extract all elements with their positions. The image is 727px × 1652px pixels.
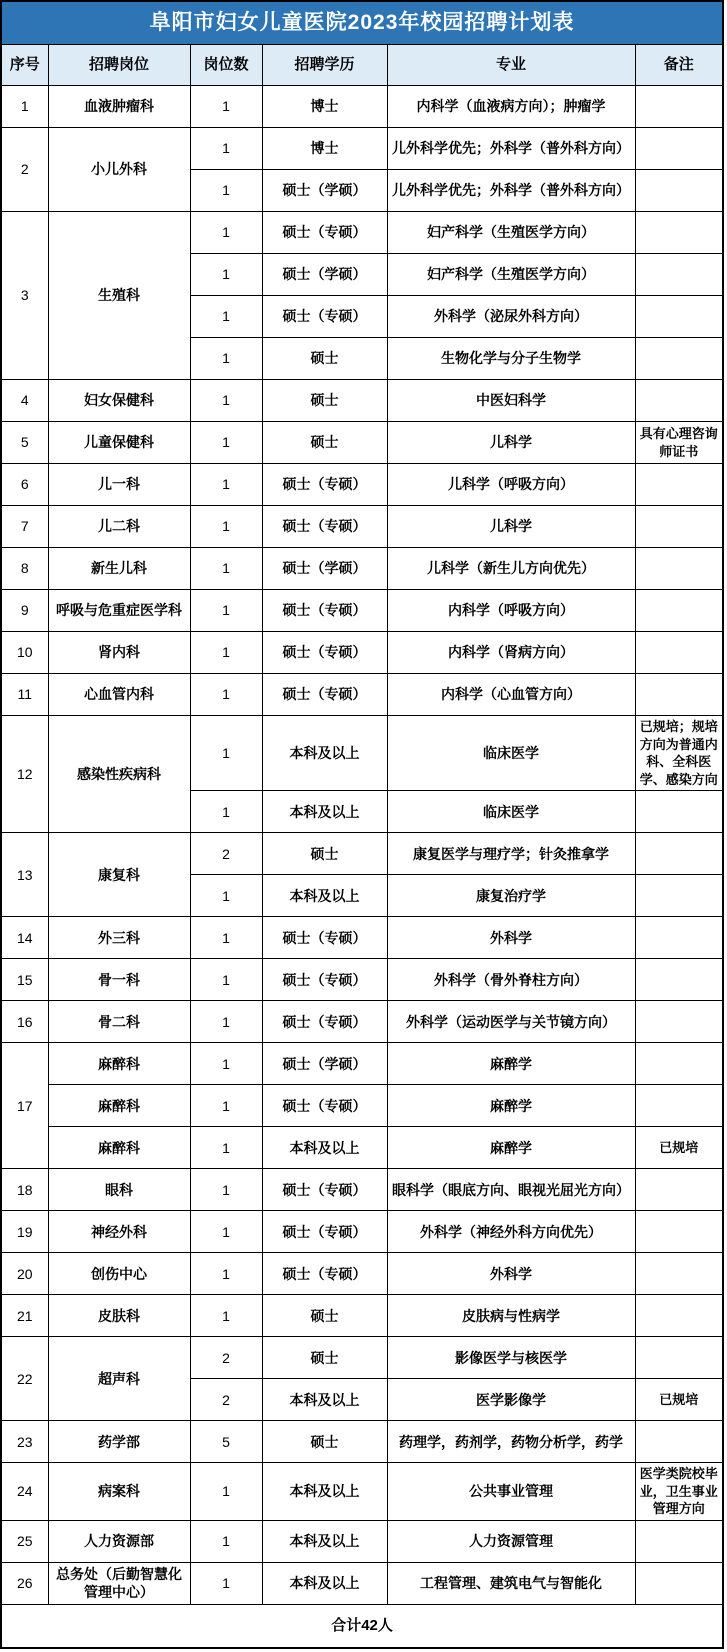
cell-count: 1 bbox=[190, 1295, 262, 1337]
cell-note bbox=[635, 791, 723, 833]
cell-post: 超声科 bbox=[48, 1337, 190, 1421]
cell-major: 皮肤病与性病学 bbox=[387, 1295, 635, 1337]
cell-degree: 博士 bbox=[262, 128, 387, 170]
cell-post: 儿一科 bbox=[48, 464, 190, 506]
cell-major: 临床医学 bbox=[387, 716, 635, 791]
cell-major: 中医妇科学 bbox=[387, 380, 635, 422]
cell-seq: 2 bbox=[1, 128, 48, 212]
cell-post: 康复科 bbox=[48, 833, 190, 917]
cell-degree: 本科及以上 bbox=[262, 1562, 387, 1604]
col-header-major: 专业 bbox=[387, 45, 635, 86]
cell-count: 1 bbox=[190, 716, 262, 791]
table-row bbox=[1, 1211, 723, 1253]
cell-major: 外科学 bbox=[387, 1253, 635, 1295]
cell-post: 生殖科 bbox=[48, 212, 190, 380]
cell-note bbox=[635, 632, 723, 674]
cell-seq: 5 bbox=[1, 422, 48, 464]
cell-degree: 硕士 bbox=[262, 1295, 387, 1337]
table-row bbox=[1, 128, 723, 170]
cell-count: 1 bbox=[190, 464, 262, 506]
cell-post: 肾内科 bbox=[48, 632, 190, 674]
cell-degree: 硕士（学硕） bbox=[262, 1043, 387, 1085]
cell-seq: 22 bbox=[1, 1337, 48, 1421]
cell-count: 1 bbox=[190, 632, 262, 674]
total-row bbox=[1, 1604, 723, 1648]
cell-degree: 硕士（专硕） bbox=[262, 632, 387, 674]
col-header-post: 招聘岗位 bbox=[48, 45, 190, 86]
cell-major: 麻醉学 bbox=[387, 1043, 635, 1085]
cell-seq: 4 bbox=[1, 380, 48, 422]
cell-degree: 本科及以上 bbox=[262, 791, 387, 833]
col-header-seq: 序号 bbox=[1, 45, 48, 86]
cell-note bbox=[635, 254, 723, 296]
cell-note bbox=[635, 296, 723, 338]
cell-degree: 硕士（专硕） bbox=[262, 674, 387, 716]
cell-major: 外科学（骨外脊柱方向） bbox=[387, 959, 635, 1001]
cell-seq: 3 bbox=[1, 212, 48, 380]
cell-count: 1 bbox=[190, 1085, 262, 1127]
cell-note: 医学类院校毕业，卫生事业管理方向 bbox=[635, 1463, 723, 1521]
cell-note: 具有心理咨询师证书 bbox=[635, 422, 723, 464]
table-row bbox=[1, 1337, 723, 1379]
cell-post: 眼科 bbox=[48, 1169, 190, 1211]
cell-post: 骨一科 bbox=[48, 959, 190, 1001]
cell-count: 2 bbox=[190, 833, 262, 875]
table-row bbox=[1, 833, 723, 875]
table-row bbox=[1, 1520, 723, 1562]
cell-seq: 15 bbox=[1, 959, 48, 1001]
cell-seq: 9 bbox=[1, 590, 48, 632]
cell-degree: 本科及以上 bbox=[262, 1520, 387, 1562]
cell-degree: 硕士 bbox=[262, 1337, 387, 1379]
cell-note bbox=[635, 338, 723, 380]
cell-note bbox=[635, 674, 723, 716]
cell-major: 麻醉学 bbox=[387, 1085, 635, 1127]
cell-count: 1 bbox=[190, 674, 262, 716]
cell-major: 内科学（肾病方向） bbox=[387, 632, 635, 674]
cell-degree: 本科及以上 bbox=[262, 716, 387, 791]
cell-count: 2 bbox=[190, 1379, 262, 1421]
cell-post: 骨二科 bbox=[48, 1001, 190, 1043]
cell-major: 妇产科学（生殖医学方向） bbox=[387, 254, 635, 296]
cell-post: 妇女保健科 bbox=[48, 380, 190, 422]
cell-major: 儿外科学优先；外科学（普外科方向） bbox=[387, 170, 635, 212]
cell-seq: 6 bbox=[1, 464, 48, 506]
cell-post: 神经外科 bbox=[48, 1211, 190, 1253]
table-row bbox=[1, 917, 723, 959]
cell-seq: 20 bbox=[1, 1253, 48, 1295]
cell-degree: 硕士（专硕） bbox=[262, 506, 387, 548]
table-row bbox=[1, 1421, 723, 1463]
cell-note bbox=[635, 590, 723, 632]
cell-count: 1 bbox=[190, 296, 262, 338]
total-count-cell: 合计42人 bbox=[1, 1604, 723, 1648]
cell-seq: 21 bbox=[1, 1295, 48, 1337]
cell-major: 麻醉学 bbox=[387, 1127, 635, 1169]
cell-count: 1 bbox=[190, 959, 262, 1001]
table-row bbox=[1, 1253, 723, 1295]
table-row bbox=[1, 212, 723, 254]
cell-post: 病案科 bbox=[48, 1463, 190, 1521]
table-row bbox=[1, 86, 723, 128]
cell-count: 1 bbox=[190, 506, 262, 548]
cell-note bbox=[635, 1211, 723, 1253]
cell-count: 1 bbox=[190, 1169, 262, 1211]
col-header-note: 备注 bbox=[635, 45, 723, 86]
title-row bbox=[1, 1, 723, 45]
cell-note bbox=[635, 959, 723, 1001]
cell-major: 内科学（心血管方向） bbox=[387, 674, 635, 716]
cell-post: 心血管内科 bbox=[48, 674, 190, 716]
cell-post: 儿童保健科 bbox=[48, 422, 190, 464]
cell-seq: 12 bbox=[1, 716, 48, 833]
cell-count: 1 bbox=[190, 1520, 262, 1562]
cell-note: 已规培 bbox=[635, 1127, 723, 1169]
cell-major: 工程管理、建筑电气与智能化 bbox=[387, 1562, 635, 1604]
cell-major: 儿科学（新生儿方向优先） bbox=[387, 548, 635, 590]
cell-count: 5 bbox=[190, 1421, 262, 1463]
cell-degree: 硕士（专硕） bbox=[262, 1001, 387, 1043]
cell-major: 眼科学（眼底方向、眼视光屈光方向） bbox=[387, 1169, 635, 1211]
cell-seq: 17 bbox=[1, 1043, 48, 1169]
cell-post: 总务处（后勤智慧化管理中心） bbox=[48, 1562, 190, 1604]
cell-major: 妇产科学（生殖医学方向） bbox=[387, 212, 635, 254]
table-row bbox=[1, 590, 723, 632]
cell-degree: 硕士（专硕） bbox=[262, 296, 387, 338]
cell-note bbox=[635, 1562, 723, 1604]
column-header-row bbox=[1, 45, 723, 86]
cell-degree: 硕士 bbox=[262, 1421, 387, 1463]
cell-count: 1 bbox=[190, 422, 262, 464]
table-row bbox=[1, 1295, 723, 1337]
cell-major: 人力资源管理 bbox=[387, 1520, 635, 1562]
col-header-degree: 招聘学历 bbox=[262, 45, 387, 86]
cell-note bbox=[635, 833, 723, 875]
cell-note bbox=[635, 212, 723, 254]
table-body bbox=[1, 86, 723, 1605]
cell-note bbox=[635, 380, 723, 422]
cell-major: 临床医学 bbox=[387, 791, 635, 833]
cell-degree: 硕士（专硕） bbox=[262, 464, 387, 506]
cell-seq: 19 bbox=[1, 1211, 48, 1253]
cell-degree: 硕士（专硕） bbox=[262, 1211, 387, 1253]
cell-post: 血液肿瘤科 bbox=[48, 86, 190, 128]
cell-major: 外科学（神经外科方向优先） bbox=[387, 1211, 635, 1253]
cell-degree: 硕士（专硕） bbox=[262, 590, 387, 632]
cell-note bbox=[635, 1001, 723, 1043]
cell-count: 1 bbox=[190, 791, 262, 833]
cell-degree: 博士 bbox=[262, 86, 387, 128]
cell-major: 生物化学与分子生物学 bbox=[387, 338, 635, 380]
cell-major: 影像医学与核医学 bbox=[387, 1337, 635, 1379]
table-row bbox=[1, 1001, 723, 1043]
cell-major: 医学影像学 bbox=[387, 1379, 635, 1421]
cell-major: 外科学 bbox=[387, 917, 635, 959]
cell-note bbox=[635, 1043, 723, 1085]
cell-count: 1 bbox=[190, 1043, 262, 1085]
cell-note: 已规培 bbox=[635, 1379, 723, 1421]
cell-note bbox=[635, 464, 723, 506]
cell-post: 药学部 bbox=[48, 1421, 190, 1463]
cell-count: 1 bbox=[190, 86, 262, 128]
cell-degree: 本科及以上 bbox=[262, 1127, 387, 1169]
cell-post: 感染性疾病科 bbox=[48, 716, 190, 833]
cell-note bbox=[635, 170, 723, 212]
col-header-count: 岗位数 bbox=[190, 45, 262, 86]
cell-post: 儿二科 bbox=[48, 506, 190, 548]
cell-post: 创伤中心 bbox=[48, 1253, 190, 1295]
cell-count: 1 bbox=[190, 548, 262, 590]
cell-degree: 本科及以上 bbox=[262, 1379, 387, 1421]
cell-degree: 硕士（专硕） bbox=[262, 917, 387, 959]
cell-seq: 23 bbox=[1, 1421, 48, 1463]
cell-major: 儿外科学优先；外科学（普外科方向） bbox=[387, 128, 635, 170]
cell-count: 1 bbox=[190, 128, 262, 170]
cell-note bbox=[635, 1253, 723, 1295]
cell-count: 1 bbox=[190, 170, 262, 212]
cell-count: 1 bbox=[190, 1562, 262, 1604]
table-row bbox=[1, 380, 723, 422]
cell-seq: 16 bbox=[1, 1001, 48, 1043]
table-row bbox=[1, 506, 723, 548]
cell-note bbox=[635, 1085, 723, 1127]
cell-major: 儿科学 bbox=[387, 506, 635, 548]
cell-major: 外科学（运动医学与关节镜方向） bbox=[387, 1001, 635, 1043]
cell-note bbox=[635, 86, 723, 128]
table-row bbox=[1, 716, 723, 791]
table-row bbox=[1, 674, 723, 716]
cell-note bbox=[635, 548, 723, 590]
cell-major: 公共事业管理 bbox=[387, 1463, 635, 1521]
cell-post: 人力资源部 bbox=[48, 1520, 190, 1562]
table-row bbox=[1, 632, 723, 674]
cell-seq: 11 bbox=[1, 674, 48, 716]
table-row bbox=[1, 1169, 723, 1211]
cell-seq: 7 bbox=[1, 506, 48, 548]
cell-degree: 硕士（专硕） bbox=[262, 1253, 387, 1295]
cell-degree: 硕士（学硕） bbox=[262, 548, 387, 590]
cell-degree: 本科及以上 bbox=[262, 1463, 387, 1521]
cell-degree: 硕士（专硕） bbox=[262, 959, 387, 1001]
cell-count: 1 bbox=[190, 875, 262, 917]
cell-count: 1 bbox=[190, 1001, 262, 1043]
cell-count: 1 bbox=[190, 254, 262, 296]
cell-count: 1 bbox=[190, 1211, 262, 1253]
cell-count: 1 bbox=[190, 380, 262, 422]
cell-post: 新生儿科 bbox=[48, 548, 190, 590]
cell-major: 儿科学 bbox=[387, 422, 635, 464]
cell-note bbox=[635, 128, 723, 170]
cell-degree: 硕士（学硕） bbox=[262, 170, 387, 212]
cell-count: 2 bbox=[190, 1337, 262, 1379]
table-row bbox=[1, 1562, 723, 1604]
cell-count: 1 bbox=[190, 590, 262, 632]
cell-major: 内科学（呼吸方向） bbox=[387, 590, 635, 632]
cell-seq: 1 bbox=[1, 86, 48, 128]
table-row bbox=[1, 464, 723, 506]
cell-count: 1 bbox=[190, 338, 262, 380]
table-row bbox=[1, 1463, 723, 1521]
cell-degree: 硕士 bbox=[262, 422, 387, 464]
cell-post: 皮肤科 bbox=[48, 1295, 190, 1337]
cell-seq: 13 bbox=[1, 833, 48, 917]
cell-count: 1 bbox=[190, 212, 262, 254]
page-title: 阜阳市妇女儿童医院2023年校园招聘计划表 bbox=[1, 1, 723, 45]
cell-note bbox=[635, 917, 723, 959]
cell-degree: 硕士 bbox=[262, 380, 387, 422]
cell-note bbox=[635, 1421, 723, 1463]
cell-seq: 26 bbox=[1, 1562, 48, 1604]
cell-major: 康复医学与理疗学；针灸推拿学 bbox=[387, 833, 635, 875]
cell-degree: 硕士 bbox=[262, 833, 387, 875]
cell-count: 1 bbox=[190, 917, 262, 959]
cell-count: 1 bbox=[190, 1463, 262, 1521]
cell-degree: 本科及以上 bbox=[262, 875, 387, 917]
table-row bbox=[1, 422, 723, 464]
cell-seq: 14 bbox=[1, 917, 48, 959]
cell-post: 麻醉科 bbox=[48, 1043, 190, 1085]
cell-major: 药理学，药剂学，药物分析学，药学 bbox=[387, 1421, 635, 1463]
table-row bbox=[1, 1085, 723, 1127]
cell-post: 外三科 bbox=[48, 917, 190, 959]
cell-degree: 硕士（学硕） bbox=[262, 254, 387, 296]
cell-post: 麻醉科 bbox=[48, 1085, 190, 1127]
cell-degree: 硕士（专硕） bbox=[262, 1169, 387, 1211]
cell-major: 内科学（血液病方向）；肿瘤学 bbox=[387, 86, 635, 128]
cell-note bbox=[635, 1295, 723, 1337]
cell-count: 1 bbox=[190, 1127, 262, 1169]
cell-seq: 18 bbox=[1, 1169, 48, 1211]
cell-degree: 硕士（专硕） bbox=[262, 1085, 387, 1127]
table-row bbox=[1, 548, 723, 590]
cell-count: 1 bbox=[190, 1253, 262, 1295]
cell-post: 呼吸与危重症医学科 bbox=[48, 590, 190, 632]
cell-seq: 24 bbox=[1, 1463, 48, 1521]
cell-seq: 8 bbox=[1, 548, 48, 590]
cell-note bbox=[635, 875, 723, 917]
cell-major: 康复治疗学 bbox=[387, 875, 635, 917]
cell-seq: 25 bbox=[1, 1520, 48, 1562]
cell-post: 小儿外科 bbox=[48, 128, 190, 212]
table-row bbox=[1, 1043, 723, 1085]
cell-degree: 硕士 bbox=[262, 338, 387, 380]
table-row bbox=[1, 1127, 723, 1169]
cell-note: 已规培；规培方向为普通内科、全科医学、感染方向 bbox=[635, 716, 723, 791]
cell-note bbox=[635, 1520, 723, 1562]
table-row bbox=[1, 959, 723, 1001]
cell-note bbox=[635, 1337, 723, 1379]
cell-note bbox=[635, 506, 723, 548]
cell-degree: 硕士（专硕） bbox=[262, 212, 387, 254]
cell-seq: 10 bbox=[1, 632, 48, 674]
cell-major: 儿科学（呼吸方向） bbox=[387, 464, 635, 506]
cell-note bbox=[635, 1169, 723, 1211]
cell-post: 麻醉科 bbox=[48, 1127, 190, 1169]
cell-major: 外科学（泌尿外科方向） bbox=[387, 296, 635, 338]
